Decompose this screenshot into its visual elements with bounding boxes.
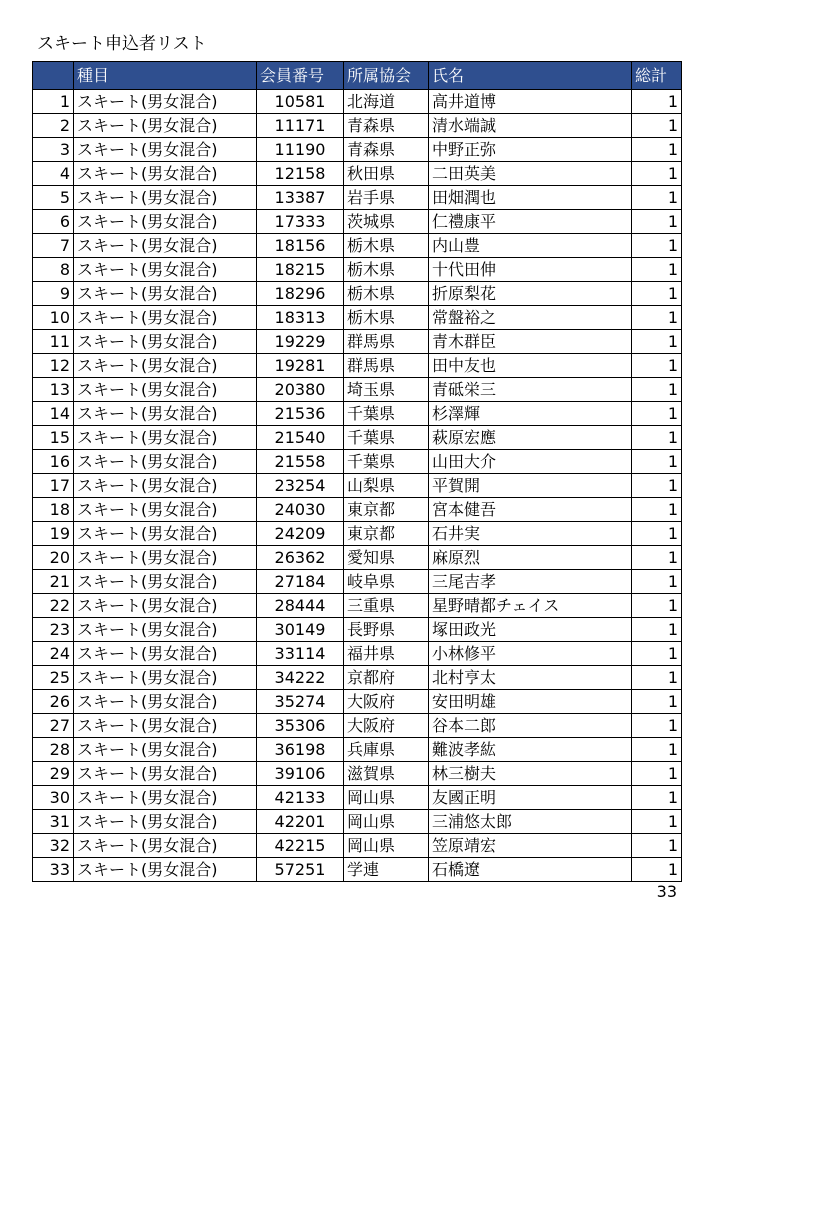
table-row bbox=[33, 402, 682, 426]
name-cell: 山田大介 bbox=[429, 450, 632, 474]
name-cell: 青木群臣 bbox=[429, 330, 632, 354]
name-cell: 折原梨花 bbox=[429, 282, 632, 306]
row-number: 14 bbox=[33, 402, 74, 426]
name-cell: 十代田伸 bbox=[429, 258, 632, 282]
member-number-cell: 35274 bbox=[257, 690, 344, 714]
table-row bbox=[33, 306, 682, 330]
header-cell-no bbox=[33, 62, 74, 90]
name-cell: 麻原烈 bbox=[429, 546, 632, 570]
grand-total: 33 bbox=[656, 882, 677, 901]
name-cell: 林三樹夫 bbox=[429, 762, 632, 786]
event-cell: スキート(男女混合) bbox=[74, 282, 257, 306]
association-cell: 滋賀県 bbox=[344, 762, 429, 786]
total-cell: 1 bbox=[632, 426, 682, 450]
member-number-cell: 19229 bbox=[257, 330, 344, 354]
total-cell: 1 bbox=[632, 762, 682, 786]
row-number: 23 bbox=[33, 618, 74, 642]
total-cell: 1 bbox=[632, 234, 682, 258]
event-cell: スキート(男女混合) bbox=[74, 666, 257, 690]
table-row bbox=[33, 786, 682, 810]
association-cell: 福井県 bbox=[344, 642, 429, 666]
total-cell: 1 bbox=[632, 474, 682, 498]
association-cell: 青森県 bbox=[344, 114, 429, 138]
association-cell: 山梨県 bbox=[344, 474, 429, 498]
member-number-cell: 28444 bbox=[257, 594, 344, 618]
association-cell: 学連 bbox=[344, 858, 429, 882]
table-row bbox=[33, 162, 682, 186]
row-number: 18 bbox=[33, 498, 74, 522]
event-cell: スキート(男女混合) bbox=[74, 90, 257, 114]
table-row bbox=[33, 90, 682, 114]
event-cell: スキート(男女混合) bbox=[74, 714, 257, 738]
table-row bbox=[33, 210, 682, 234]
association-cell: 栃木県 bbox=[344, 306, 429, 330]
member-number-cell: 21558 bbox=[257, 450, 344, 474]
event-cell: スキート(男女混合) bbox=[74, 618, 257, 642]
association-cell: 岩手県 bbox=[344, 186, 429, 210]
row-number: 19 bbox=[33, 522, 74, 546]
row-number: 21 bbox=[33, 570, 74, 594]
name-cell: 難波孝紘 bbox=[429, 738, 632, 762]
total-cell: 1 bbox=[632, 498, 682, 522]
table-row bbox=[33, 378, 682, 402]
table-row bbox=[33, 498, 682, 522]
event-cell: スキート(男女混合) bbox=[74, 690, 257, 714]
event-cell: スキート(男女混合) bbox=[74, 378, 257, 402]
event-cell: スキート(男女混合) bbox=[74, 570, 257, 594]
table-row bbox=[33, 186, 682, 210]
total-cell: 1 bbox=[632, 210, 682, 234]
table-body bbox=[33, 90, 682, 882]
name-cell: 清水端誠 bbox=[429, 114, 632, 138]
row-number: 31 bbox=[33, 810, 74, 834]
table-row bbox=[33, 690, 682, 714]
name-cell: 安田明雄 bbox=[429, 690, 632, 714]
association-cell: 岡山県 bbox=[344, 786, 429, 810]
total-cell: 1 bbox=[632, 306, 682, 330]
row-number: 7 bbox=[33, 234, 74, 258]
table-row bbox=[33, 858, 682, 882]
name-cell: 青砥栄三 bbox=[429, 378, 632, 402]
event-cell: スキート(男女混合) bbox=[74, 138, 257, 162]
event-cell: スキート(男女混合) bbox=[74, 498, 257, 522]
row-number: 11 bbox=[33, 330, 74, 354]
table-row bbox=[33, 138, 682, 162]
association-cell: 千葉県 bbox=[344, 402, 429, 426]
header-cell-total: 総計 bbox=[632, 62, 682, 90]
name-cell: 塚田政光 bbox=[429, 618, 632, 642]
association-cell: 群馬県 bbox=[344, 330, 429, 354]
member-number-cell: 23254 bbox=[257, 474, 344, 498]
event-cell: スキート(男女混合) bbox=[74, 858, 257, 882]
total-cell: 1 bbox=[632, 834, 682, 858]
name-cell: 常盤裕之 bbox=[429, 306, 632, 330]
header-row bbox=[33, 62, 682, 90]
association-cell: 岡山県 bbox=[344, 834, 429, 858]
table-row bbox=[33, 354, 682, 378]
name-cell: 石橋遼 bbox=[429, 858, 632, 882]
row-number: 29 bbox=[33, 762, 74, 786]
member-number-cell: 35306 bbox=[257, 714, 344, 738]
member-number-cell: 27184 bbox=[257, 570, 344, 594]
name-cell: 北村亨太 bbox=[429, 666, 632, 690]
total-cell: 1 bbox=[632, 522, 682, 546]
event-cell: スキート(男女混合) bbox=[74, 522, 257, 546]
row-number: 3 bbox=[33, 138, 74, 162]
member-number-cell: 18156 bbox=[257, 234, 344, 258]
name-cell: 内山豊 bbox=[429, 234, 632, 258]
member-number-cell: 11190 bbox=[257, 138, 344, 162]
row-number: 25 bbox=[33, 666, 74, 690]
row-number: 26 bbox=[33, 690, 74, 714]
total-cell: 1 bbox=[632, 666, 682, 690]
applicant-table bbox=[32, 61, 682, 882]
row-number: 28 bbox=[33, 738, 74, 762]
event-cell: スキート(男女混合) bbox=[74, 258, 257, 282]
association-cell: 京都府 bbox=[344, 666, 429, 690]
header-cell-association: 所属協会 bbox=[344, 62, 429, 90]
event-cell: スキート(男女混合) bbox=[74, 234, 257, 258]
event-cell: スキート(男女混合) bbox=[74, 306, 257, 330]
table-row bbox=[33, 426, 682, 450]
event-cell: スキート(男女混合) bbox=[74, 330, 257, 354]
total-cell: 1 bbox=[632, 114, 682, 138]
table-row bbox=[33, 258, 682, 282]
row-number: 9 bbox=[33, 282, 74, 306]
table-row bbox=[33, 714, 682, 738]
total-cell: 1 bbox=[632, 402, 682, 426]
total-cell: 1 bbox=[632, 690, 682, 714]
member-number-cell: 21536 bbox=[257, 402, 344, 426]
association-cell: 三重県 bbox=[344, 594, 429, 618]
member-number-cell: 36198 bbox=[257, 738, 344, 762]
row-number: 4 bbox=[33, 162, 74, 186]
event-cell: スキート(男女混合) bbox=[74, 162, 257, 186]
member-number-cell: 18296 bbox=[257, 282, 344, 306]
row-number: 2 bbox=[33, 114, 74, 138]
row-number: 20 bbox=[33, 546, 74, 570]
name-cell: 三浦悠太郎 bbox=[429, 810, 632, 834]
member-number-cell: 34222 bbox=[257, 666, 344, 690]
member-number-cell: 42215 bbox=[257, 834, 344, 858]
name-cell: 友國正明 bbox=[429, 786, 632, 810]
event-cell: スキート(男女混合) bbox=[74, 546, 257, 570]
total-cell: 1 bbox=[632, 378, 682, 402]
total-cell: 1 bbox=[632, 186, 682, 210]
table-row bbox=[33, 474, 682, 498]
total-cell: 1 bbox=[632, 786, 682, 810]
total-cell: 1 bbox=[632, 354, 682, 378]
event-cell: スキート(男女混合) bbox=[74, 834, 257, 858]
name-cell: 田畑潤也 bbox=[429, 186, 632, 210]
row-number: 24 bbox=[33, 642, 74, 666]
table-row bbox=[33, 594, 682, 618]
table-row bbox=[33, 330, 682, 354]
association-cell: 群馬県 bbox=[344, 354, 429, 378]
member-number-cell: 20380 bbox=[257, 378, 344, 402]
header-cell-event: 種目 bbox=[74, 62, 257, 90]
table-row bbox=[33, 282, 682, 306]
member-number-cell: 42201 bbox=[257, 810, 344, 834]
member-number-cell: 17333 bbox=[257, 210, 344, 234]
total-cell: 1 bbox=[632, 162, 682, 186]
association-cell: 千葉県 bbox=[344, 426, 429, 450]
member-number-cell: 12158 bbox=[257, 162, 344, 186]
name-cell: 小林修平 bbox=[429, 642, 632, 666]
association-cell: 大阪府 bbox=[344, 714, 429, 738]
name-cell: 杉澤輝 bbox=[429, 402, 632, 426]
name-cell: 谷本二郎 bbox=[429, 714, 632, 738]
row-number: 12 bbox=[33, 354, 74, 378]
total-cell: 1 bbox=[632, 282, 682, 306]
event-cell: スキート(男女混合) bbox=[74, 354, 257, 378]
row-number: 13 bbox=[33, 378, 74, 402]
total-cell: 1 bbox=[632, 90, 682, 114]
table-row bbox=[33, 234, 682, 258]
total-cell: 1 bbox=[632, 642, 682, 666]
member-number-cell: 19281 bbox=[257, 354, 344, 378]
association-cell: 千葉県 bbox=[344, 450, 429, 474]
association-cell: 秋田県 bbox=[344, 162, 429, 186]
association-cell: 青森県 bbox=[344, 138, 429, 162]
name-cell: 宮本健吾 bbox=[429, 498, 632, 522]
row-number: 16 bbox=[33, 450, 74, 474]
member-number-cell: 42133 bbox=[257, 786, 344, 810]
association-cell: 兵庫県 bbox=[344, 738, 429, 762]
association-cell: 東京都 bbox=[344, 522, 429, 546]
name-cell: 平賀開 bbox=[429, 474, 632, 498]
header-cell-name: 氏名 bbox=[429, 62, 632, 90]
row-number: 8 bbox=[33, 258, 74, 282]
association-cell: 愛知県 bbox=[344, 546, 429, 570]
table-row bbox=[33, 114, 682, 138]
table-row bbox=[33, 834, 682, 858]
member-number-cell: 26362 bbox=[257, 546, 344, 570]
name-cell: 二田英美 bbox=[429, 162, 632, 186]
association-cell: 栃木県 bbox=[344, 282, 429, 306]
name-cell: 仁禮康平 bbox=[429, 210, 632, 234]
name-cell: 三尾吉孝 bbox=[429, 570, 632, 594]
event-cell: スキート(男女混合) bbox=[74, 426, 257, 450]
sheet-title: スキート申込者リスト bbox=[37, 34, 207, 54]
total-cell: 1 bbox=[632, 594, 682, 618]
row-number: 6 bbox=[33, 210, 74, 234]
event-cell: スキート(男女混合) bbox=[74, 810, 257, 834]
name-cell: 萩原宏應 bbox=[429, 426, 632, 450]
total-cell: 1 bbox=[632, 258, 682, 282]
table-row bbox=[33, 546, 682, 570]
name-cell: 笠原靖宏 bbox=[429, 834, 632, 858]
header-cell-member-no: 会員番号 bbox=[257, 62, 344, 90]
association-cell: 茨城県 bbox=[344, 210, 429, 234]
row-number: 15 bbox=[33, 426, 74, 450]
row-number: 32 bbox=[33, 834, 74, 858]
table-header bbox=[33, 62, 682, 90]
total-cell: 1 bbox=[632, 546, 682, 570]
event-cell: スキート(男女混合) bbox=[74, 762, 257, 786]
member-number-cell: 24209 bbox=[257, 522, 344, 546]
total-cell: 1 bbox=[632, 810, 682, 834]
member-number-cell: 11171 bbox=[257, 114, 344, 138]
total-cell: 1 bbox=[632, 858, 682, 882]
event-cell: スキート(男女混合) bbox=[74, 474, 257, 498]
total-cell: 1 bbox=[632, 138, 682, 162]
row-number: 27 bbox=[33, 714, 74, 738]
member-number-cell: 18313 bbox=[257, 306, 344, 330]
association-cell: 岐阜県 bbox=[344, 570, 429, 594]
event-cell: スキート(男女混合) bbox=[74, 738, 257, 762]
table-row bbox=[33, 570, 682, 594]
association-cell: 岡山県 bbox=[344, 810, 429, 834]
event-cell: スキート(男女混合) bbox=[74, 450, 257, 474]
row-number: 30 bbox=[33, 786, 74, 810]
row-number: 33 bbox=[33, 858, 74, 882]
total-cell: 1 bbox=[632, 570, 682, 594]
event-cell: スキート(男女混合) bbox=[74, 594, 257, 618]
name-cell: 高井道博 bbox=[429, 90, 632, 114]
event-cell: スキート(男女混合) bbox=[74, 210, 257, 234]
member-number-cell: 18215 bbox=[257, 258, 344, 282]
name-cell: 星野晴都チェイス bbox=[429, 594, 632, 618]
association-cell: 大阪府 bbox=[344, 690, 429, 714]
association-cell: 栃木県 bbox=[344, 234, 429, 258]
row-number: 1 bbox=[33, 90, 74, 114]
total-cell: 1 bbox=[632, 738, 682, 762]
total-cell: 1 bbox=[632, 714, 682, 738]
row-number: 22 bbox=[33, 594, 74, 618]
total-cell: 1 bbox=[632, 618, 682, 642]
table-row bbox=[33, 450, 682, 474]
event-cell: スキート(男女混合) bbox=[74, 402, 257, 426]
event-cell: スキート(男女混合) bbox=[74, 114, 257, 138]
association-cell: 埼玉県 bbox=[344, 378, 429, 402]
event-cell: スキート(男女混合) bbox=[74, 186, 257, 210]
association-cell: 北海道 bbox=[344, 90, 429, 114]
association-cell: 栃木県 bbox=[344, 258, 429, 282]
member-number-cell: 57251 bbox=[257, 858, 344, 882]
table-row bbox=[33, 666, 682, 690]
table-row bbox=[33, 810, 682, 834]
member-number-cell: 39106 bbox=[257, 762, 344, 786]
member-number-cell: 30149 bbox=[257, 618, 344, 642]
table-row bbox=[33, 522, 682, 546]
member-number-cell: 24030 bbox=[257, 498, 344, 522]
table-row bbox=[33, 642, 682, 666]
table-row bbox=[33, 738, 682, 762]
total-cell: 1 bbox=[632, 450, 682, 474]
association-cell: 東京都 bbox=[344, 498, 429, 522]
row-number: 17 bbox=[33, 474, 74, 498]
event-cell: スキート(男女混合) bbox=[74, 642, 257, 666]
member-number-cell: 13387 bbox=[257, 186, 344, 210]
table-row bbox=[33, 618, 682, 642]
association-cell: 長野県 bbox=[344, 618, 429, 642]
table-row bbox=[33, 762, 682, 786]
member-number-cell: 21540 bbox=[257, 426, 344, 450]
total-cell: 1 bbox=[632, 330, 682, 354]
member-number-cell: 10581 bbox=[257, 90, 344, 114]
row-number: 5 bbox=[33, 186, 74, 210]
name-cell: 石井実 bbox=[429, 522, 632, 546]
name-cell: 中野正弥 bbox=[429, 138, 632, 162]
event-cell: スキート(男女混合) bbox=[74, 786, 257, 810]
member-number-cell: 33114 bbox=[257, 642, 344, 666]
row-number: 10 bbox=[33, 306, 74, 330]
name-cell: 田中友也 bbox=[429, 354, 632, 378]
